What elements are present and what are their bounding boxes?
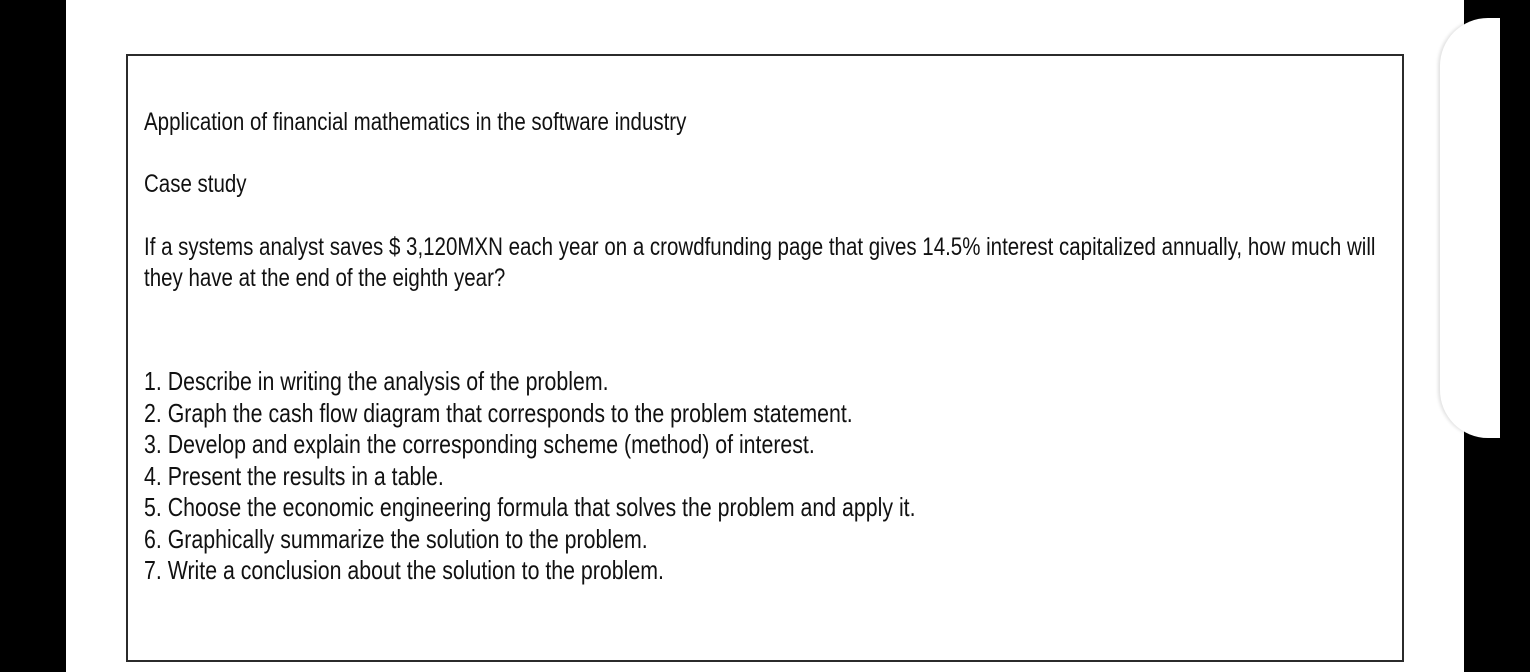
- task-list: [144, 366, 916, 587]
- document-title: Application of financial mathematics in the software industry: [144, 108, 687, 136]
- task-item: 7. Write a conclusion about the solution to the problem.: [144, 555, 664, 585]
- task-item: 4. Present the results in a table.: [144, 460, 444, 491]
- task-item: 2. Graph the cash flow diagram that corresponds to the problem statement.: [144, 397, 853, 428]
- task-item: 3. Develop and explain the corresponding scheme (method) of interest.: [144, 429, 815, 459]
- side-panel-handle[interactable]: [1440, 18, 1500, 438]
- section-label: Case study: [144, 170, 247, 198]
- case-study-box: [126, 54, 1404, 662]
- task-item: 6. Graphically summarize the solution to the problem.: [144, 523, 648, 554]
- problem-statement: If a systems analyst saves $ 3,120MXN each year on a crowdfunding page that gives 14.5% interest capitalized annually, how much will they have at the end of the eighth year?: [144, 233, 1376, 292]
- task-item: 5. Choose the economic engineering formula that solves the problem and apply it.: [144, 492, 916, 522]
- task-item: 1. Describe in writing the analysis of the problem.: [144, 366, 609, 396]
